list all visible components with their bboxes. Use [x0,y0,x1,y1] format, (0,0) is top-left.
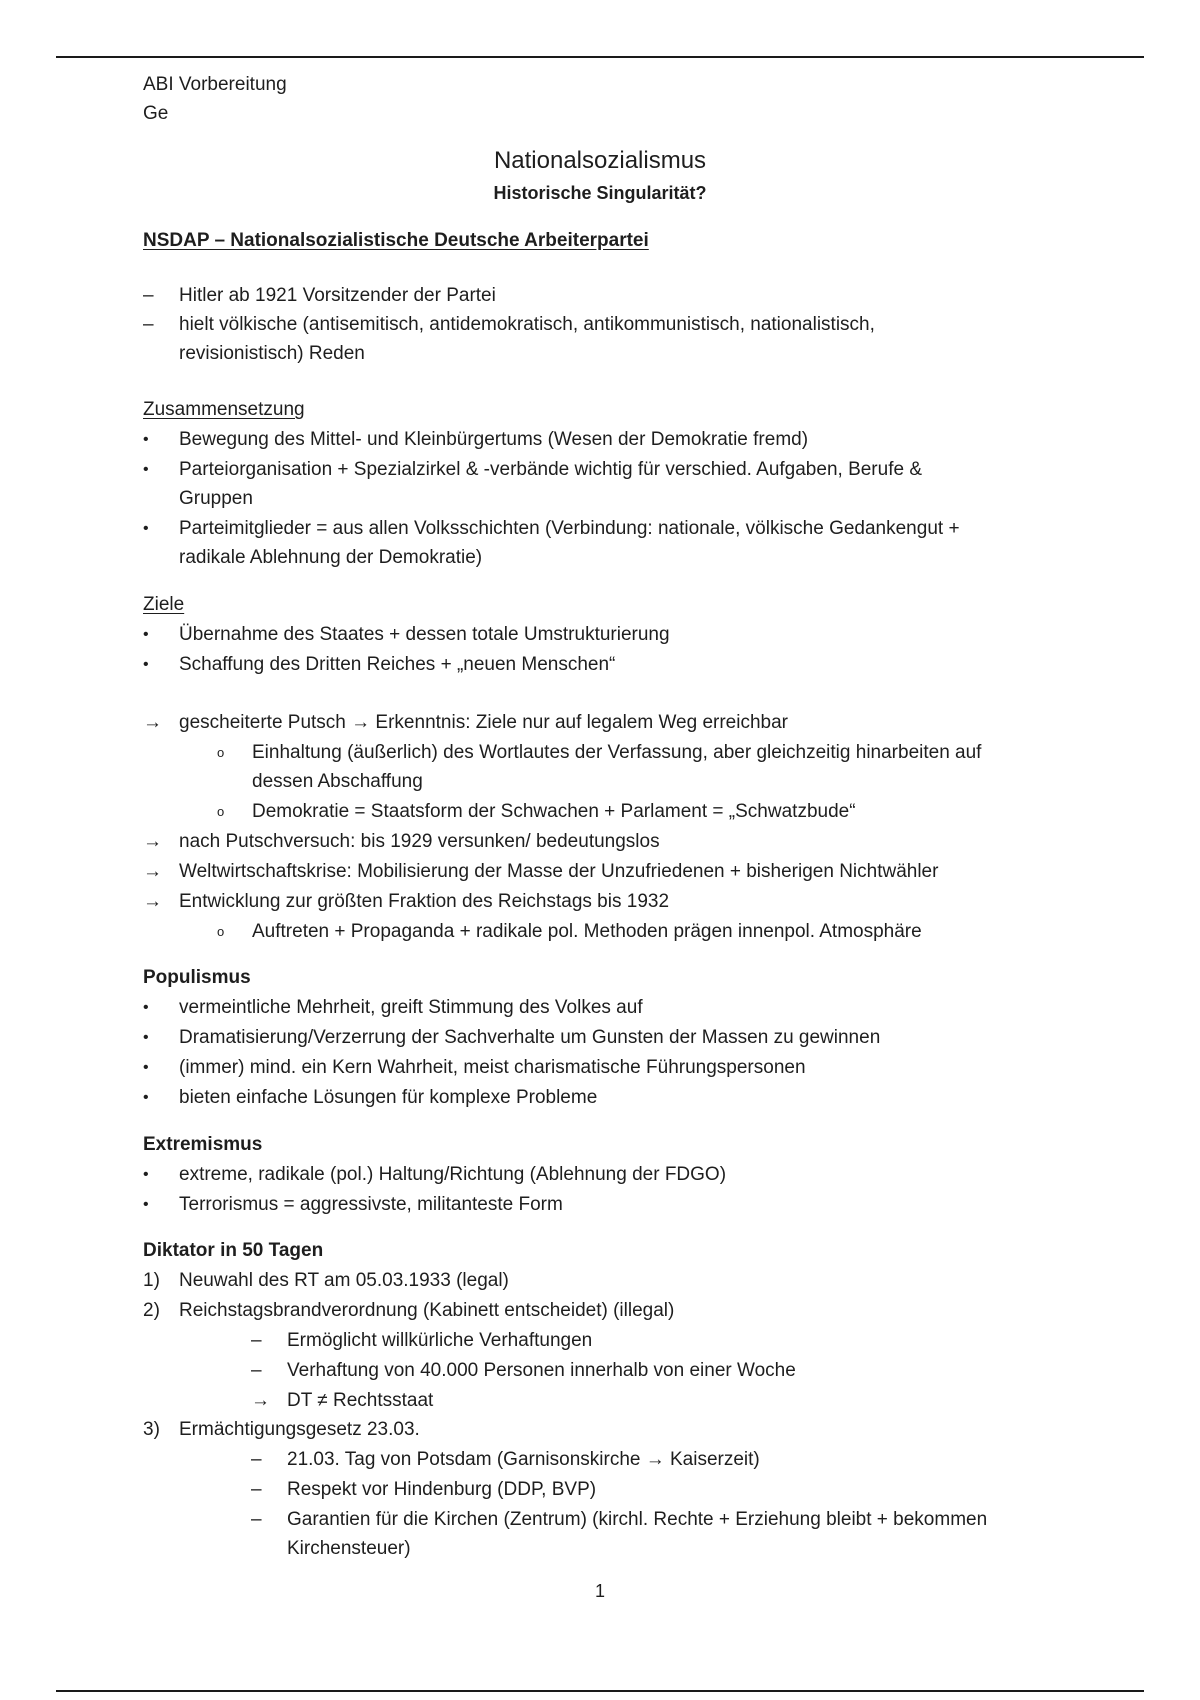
list-item: dessen Abschaffung [252,771,423,792]
list-item: extreme, radikale (pol.) Haltung/Richtung (Ablehnung der FDGO) [179,1164,727,1185]
bullet-marker: • [143,1059,149,1076]
number-marker: 3) [143,1419,160,1440]
extremismus-heading: Extremismus [143,1134,263,1155]
bullet-marker: • [143,1089,149,1106]
circle-marker: o [217,804,225,819]
page-title: Nationalsozialismus [493,147,707,174]
bullet-marker: • [143,431,149,448]
list-item: 21.03. Tag von Potsdam (Garnisonskirche → Kaiserzeit) [287,1449,760,1470]
list-item: radikale Ablehnung der Demokratie) [179,547,483,568]
page-number: 1 [594,1581,605,1601]
list-item: Entwicklung zur größten Fraktion des Reichstags bis 1932 [179,891,670,912]
list-item: Dramatisierung/Verzerrung der Sachverhalte um Gunsten der Massen zu gewinnen [179,1027,881,1048]
list-item: Verhaftung von 40.000 Personen innerhalb von einer Woche [287,1360,796,1381]
dash-marker: – [251,1449,262,1470]
zusammensetzung-heading: Zusammensetzung [143,399,305,420]
list-item: Parteiorganisation + Spezialzirkel & -verbände wichtig für verschied. Aufgaben, Berufe & [179,459,922,480]
list-item: nach Putschversuch: bis 1929 versunken/ bedeutungslos [179,831,660,852]
list-item: Respekt vor Hindenburg (DDP, BVP) [287,1479,597,1500]
populismus-heading: Populismus [143,967,251,988]
list-item: vermeintliche Mehrheit, greift Stimmung des Volkes auf [179,997,643,1018]
list-item: Gruppen [179,488,253,509]
list-item: Reichstagsbrandverordnung (Kabinett entscheidet) (illegal) [179,1300,675,1321]
arrow-marker: → [251,1390,270,1411]
dash-marker: – [143,285,154,306]
list-item: Kirchensteuer) [287,1538,411,1559]
bullet-marker: • [143,1196,149,1213]
nsdap-heading: NSDAP – Nationalsozialistische Deutsche Arbeiterpartei [143,230,649,251]
list-item: Auftreten + Propaganda + radikale pol. Methoden prägen innenpol. Atmosphäre [252,921,922,942]
arrow-marker: → [143,831,162,852]
list-item: gescheiterte Putsch → Erkenntnis: Ziele nur auf legalem Weg erreichbar [179,712,789,733]
dash-marker: – [251,1360,262,1381]
dash-marker: – [251,1330,262,1351]
list-item: Bewegung des Mittel- und Kleinbürgertums (Wesen der Demokratie fremd) [179,429,809,450]
bullet-marker: • [143,520,149,537]
bullet-marker: • [143,461,149,478]
header-line-1: ABI Vorbereitung [143,74,287,95]
list-item: Übernahme des Staates + dessen totale Umstrukturierung [179,624,670,645]
list-item: Hitler ab 1921 Vorsitzender der Partei [179,285,496,306]
ziele-heading: Ziele [143,594,185,615]
circle-marker: o [217,924,225,939]
list-item: bieten einfache Lösungen für komplexe Probleme [179,1087,598,1108]
bullet-marker: • [143,999,149,1016]
page-subtitle: Historische Singularität? [493,183,707,203]
list-item: revisionistisch) Reden [179,343,365,364]
list-item: hielt völkische (antisemitisch, antidemokratisch, antikommunistisch, nationalistisch, [179,314,875,335]
list-item: Terrorismus = aggressivste, militanteste Form [179,1194,563,1215]
list-item: Parteimitglieder = aus allen Volksschichten (Verbindung: nationale, völkische Gedankengut + [179,518,960,539]
top-rule [56,56,1144,58]
list-item: Demokratie = Staatsform der Schwachen + Parlament = „Schwatzbude“ [252,801,856,822]
arrow-marker: → [143,861,162,882]
bottom-rule [56,1690,1144,1692]
dash-marker: – [143,314,154,335]
number-marker: 2) [143,1300,160,1321]
list-item: Schaffung des Dritten Reiches + „neuen Menschen“ [179,654,616,675]
list-item: (immer) mind. ein Kern Wahrheit, meist charismatische Führungspersonen [179,1057,806,1078]
arrow-marker: → [143,712,162,733]
number-marker: 1) [143,1270,160,1291]
list-item: Ermöglicht willkürliche Verhaftungen [287,1330,593,1351]
list-item: Weltwirtschaftskrise: Mobilisierung der Masse der Unzufriedenen + bisherigen Nichtwähler [179,861,939,882]
list-item: Ermächtigungsgesetz 23.03. [179,1419,420,1440]
diktator-heading: Diktator in 50 Tagen [143,1240,324,1261]
dash-marker: – [251,1479,262,1500]
arrow-marker: → [143,891,162,912]
circle-marker: o [217,745,225,760]
list-item: Einhaltung (äußerlich) des Wortlautes der Verfassung, aber gleichzeitig hinarbeiten auf [252,742,982,763]
list-item: Neuwahl des RT am 05.03.1933 (legal) [179,1270,509,1291]
bullet-marker: • [143,1166,149,1183]
bullet-marker: • [143,656,149,673]
header-line-2: Ge [143,103,169,124]
list-item: Garantien für die Kirchen (Zentrum) (kirchl. Rechte + Erziehung bleibt + bekommen [287,1509,988,1530]
bullet-marker: • [143,626,149,643]
bullet-marker: • [143,1029,149,1046]
dash-marker: – [251,1509,262,1530]
list-item: DT ≠ Rechtsstaat [287,1390,434,1411]
